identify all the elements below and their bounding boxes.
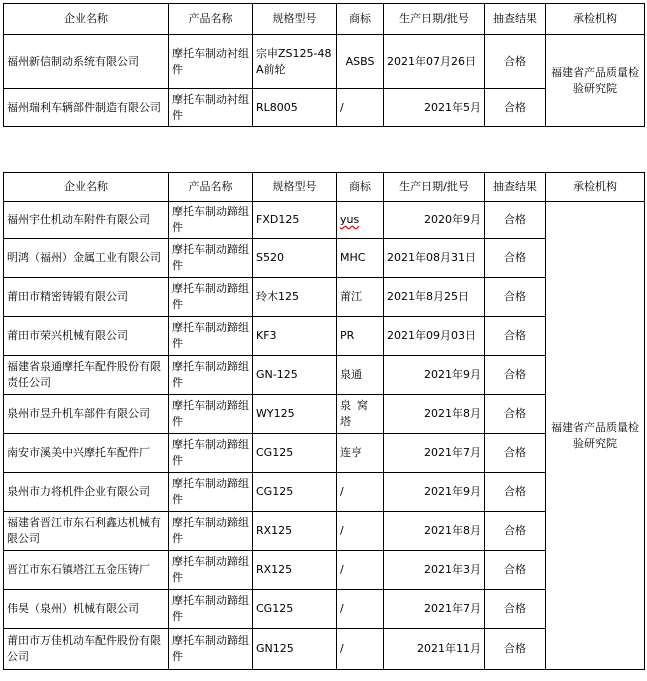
date-cell: 2021年8月 [384, 512, 485, 551]
product-cell: 摩托车制动蹄组件 [169, 434, 253, 473]
result-cell: 合格 [485, 317, 546, 356]
result-cell: 合格 [485, 278, 546, 317]
date-cell: 2021年9月 [384, 356, 485, 395]
brand-cell: / [337, 473, 384, 512]
result-cell: 合格 [485, 590, 546, 629]
brand-cell: ASBS [337, 35, 384, 89]
date-cell: 2021年7月 [384, 590, 485, 629]
brand-text: yus [340, 213, 360, 226]
company-cell: 福建省晋江市东石利鑫达机械有限公司 [4, 512, 169, 551]
product-cell: 摩托车制动蹄组件 [169, 395, 253, 434]
brand-cell: 泉通 [337, 356, 384, 395]
model-cell: CG125 [253, 473, 337, 512]
date-cell: 2021年7月 [384, 434, 485, 473]
brand-cell: / [337, 629, 384, 670]
brand-cell: 莆江 [337, 278, 384, 317]
model-cell: RX125 [253, 551, 337, 590]
brand-cell: / [337, 590, 384, 629]
product-cell: 摩托车制动蹄组件 [169, 356, 253, 395]
company-cell: 莆田市万佳机动车配件股份有限公司 [4, 629, 169, 670]
product-cell: 摩托车制动衬组件 [169, 35, 253, 89]
brand-cell: / [337, 89, 384, 127]
company-cell: 福州宇仕机动车附件有限公司 [4, 202, 169, 239]
agency-cell: 福建省产品质量检验研究院 [546, 202, 645, 670]
date-cell: 2021年09月03日 [384, 317, 485, 356]
product-cell: 摩托车制动蹄组件 [169, 202, 253, 239]
header-row [4, 4, 645, 35]
header-product: 产品名称 [169, 4, 253, 35]
table-row [4, 202, 645, 239]
brand-cell: / [337, 512, 384, 551]
date-cell: 2021年08月31日 [384, 239, 485, 278]
date-cell: 2021年3月 [384, 551, 485, 590]
product-cell: 摩托车制动蹄组件 [169, 278, 253, 317]
header-model: 规格型号 [253, 173, 337, 202]
brand-cell: MHC [337, 239, 384, 278]
date-cell: 2021年07月26日 [384, 35, 485, 89]
header-date: 生产日期/批号 [384, 173, 485, 202]
model-cell: GN-125 [253, 356, 337, 395]
table-row [4, 35, 645, 89]
date-cell: 2021年8月 [384, 395, 485, 434]
inspection-table-1 [3, 3, 645, 127]
header-agency: 承检机构 [546, 173, 645, 202]
product-cell: 摩托车制动蹄组件 [169, 317, 253, 356]
result-cell: 合格 [485, 629, 546, 670]
date-cell: 2021年5月 [384, 89, 485, 127]
date-cell: 2021年9月 [384, 473, 485, 512]
result-cell: 合格 [485, 239, 546, 278]
result-cell: 合格 [485, 395, 546, 434]
result-cell: 合格 [485, 473, 546, 512]
model-cell: WY125 [253, 395, 337, 434]
result-cell: 合格 [485, 202, 546, 239]
company-cell: 泉州市昱升机车部件有限公司 [4, 395, 169, 434]
brand-cell: 泉窝塔 [337, 395, 384, 434]
date-cell: 2021年8月25日 [384, 278, 485, 317]
model-cell: FXD125 [253, 202, 337, 239]
result-cell: 合格 [485, 512, 546, 551]
product-cell: 摩托车制动蹄组件 [169, 590, 253, 629]
header-result: 抽查结果 [485, 4, 546, 35]
company-cell: 晋江市东石镇塔江五金压铸厂 [4, 551, 169, 590]
product-cell: 摩托车制动蹄组件 [169, 473, 253, 512]
date-cell: 2021年11月 [384, 629, 485, 670]
company-cell: 莆田市荣兴机械有限公司 [4, 317, 169, 356]
brand-cell: PR [337, 317, 384, 356]
result-cell: 合格 [485, 434, 546, 473]
header-brand: 商标 [337, 173, 384, 202]
header-row [4, 173, 645, 202]
model-cell: CG125 [253, 434, 337, 473]
company-cell: 明鸿（福州）金属工业有限公司 [4, 239, 169, 278]
header-result: 抽查结果 [485, 173, 546, 202]
model-cell: CG125 [253, 590, 337, 629]
date-cell: 2020年9月 [384, 202, 485, 239]
product-cell: 摩托车制动蹄组件 [169, 629, 253, 670]
header-product: 产品名称 [169, 173, 253, 202]
header-date: 生产日期/批号 [384, 4, 485, 35]
model-cell: KF3 [253, 317, 337, 356]
agency-cell: 福建省产品质量检验研究院 [546, 35, 645, 127]
result-cell: 合格 [485, 356, 546, 395]
header-model: 规格型号 [253, 4, 337, 35]
result-cell: 合格 [485, 35, 546, 89]
model-cell: 玲木125 [253, 278, 337, 317]
header-agency: 承检机构 [546, 4, 645, 35]
brand-cell [337, 202, 384, 239]
result-cell: 合格 [485, 551, 546, 590]
result-cell: 合格 [485, 89, 546, 127]
product-cell: 摩托车制动衬组件 [169, 89, 253, 127]
header-company: 企业名称 [4, 4, 169, 35]
company-cell: 南安市溪美中兴摩托车配件厂 [4, 434, 169, 473]
model-cell: RL8005 [253, 89, 337, 127]
product-cell: 摩托车制动蹄组件 [169, 512, 253, 551]
model-cell: GN125 [253, 629, 337, 670]
company-cell: 福州瑞利车辆部件制造有限公司 [4, 89, 169, 127]
brand-cell: 连亨 [337, 434, 384, 473]
product-cell: 摩托车制动蹄组件 [169, 551, 253, 590]
company-cell: 莆田市精密铸锻有限公司 [4, 278, 169, 317]
company-cell: 福州新信制动系统有限公司 [4, 35, 169, 89]
inspection-table-2 [3, 172, 645, 670]
company-cell: 伟昊（泉州）机械有限公司 [4, 590, 169, 629]
model-cell: S520 [253, 239, 337, 278]
model-cell: RX125 [253, 512, 337, 551]
model-cell: 宗申ZS125-48A前轮 [253, 35, 337, 89]
header-brand: 商标 [337, 4, 384, 35]
product-cell: 摩托车制动蹄组件 [169, 239, 253, 278]
company-cell: 福建省泉通摩托车配件股份有限责任公司 [4, 356, 169, 395]
header-company: 企业名称 [4, 173, 169, 202]
company-cell: 泉州市力将机件企业有限公司 [4, 473, 169, 512]
brand-cell: / [337, 551, 384, 590]
